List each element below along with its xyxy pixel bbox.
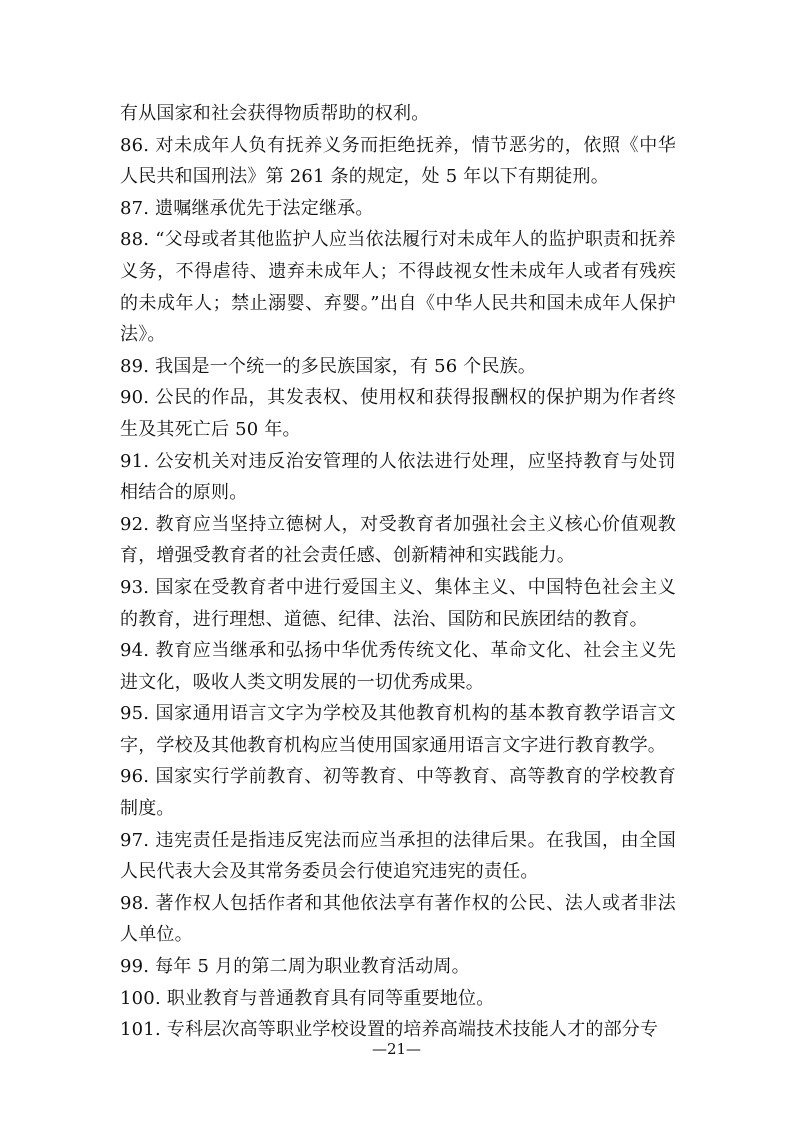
paragraph-101: 101. 专科层次高等职业学校设置的培养高端技术技能人才的部分专	[120, 1019, 659, 1041]
paragraph-continuation: 有从国家和社会获得物质帮助的权利。	[120, 103, 430, 124]
paragraph-98: 98. 著作权人包括作者和其他依法享有著作权的公民、法人或者非法人单位。	[120, 892, 676, 946]
paragraph-92: 92. 教育应当坚持立德树人，对受教育者加强社会主义核心价值观教育，增强受教育者的社会责任感、创新精神和实践能力。	[120, 513, 676, 567]
paragraph-94: 94. 教育应当继承和弘扬中华优秀传统文化、革命文化、社会主义先进文化，吸收人类文明发展的一切优秀成果。	[120, 640, 676, 693]
paragraph-89: 89. 我国是一个统一的多民族国家，有 56 个民族。	[120, 355, 537, 377]
paragraph-96: 96. 国家实行学前教育、初等教育、中等教育、高等教育的学校教育制度。	[120, 766, 676, 820]
paragraph-95: 95. 国家通用语言文字为学校及其他教育机构的基本教育教学语言文字，学校及其他教育机构应当使用国家通用语言文字进行教育教学。	[120, 703, 676, 756]
paragraph-90: 90. 公民的作品，其发表权、使用权和获得报酬权的保护期为作者终生及其死亡后 50 年。	[120, 387, 676, 440]
paragraph-93: 93. 国家在受教育者中进行爱国主义、集体主义、中国特色社会主义的教育，进行理想、道德、纪律、法治、国防和民族团结的教育。	[120, 576, 676, 630]
paragraph-99: 99. 每年 5 月的第二周为职业教育活动周。	[120, 956, 470, 978]
paragraph-97: 97. 违宪责任是指违反宪法而应当承担的法律后果。在我国，由全国人民代表大会及其常务委员会行使追究违宪的责任。	[120, 829, 676, 883]
paragraph-100: 100. 职业教育与普通教育具有同等重要地位。	[120, 987, 495, 1009]
paragraph-88: 88. “父母或者其他监护人应当依法履行对未成年人的监护职责和抚养义务，不得虐待、遗弃未成年人；不得歧视女性未成年人或者有残疾的未成年人；禁止溺婴、弃婴。”出自《中华人民共和国未成年人保护法》。	[120, 229, 676, 346]
paragraph-86: 86. 对未成年人负有抚养义务而拒绝抚养，情节恶劣的，依照《中华人民共和国刑法》第 261 条的规定，处 5 年以下有期徒刑。	[120, 134, 676, 188]
paragraph-91: 91. 公安机关对违反治安管理的人依法进行处理，应坚持教育与处罚相结合的原则。	[120, 450, 676, 504]
paragraph-87: 87. 遗嘱继承优先于法定继承。	[120, 197, 374, 219]
page-number: —21—	[371, 1040, 422, 1058]
document-body	[120, 98, 676, 1046]
